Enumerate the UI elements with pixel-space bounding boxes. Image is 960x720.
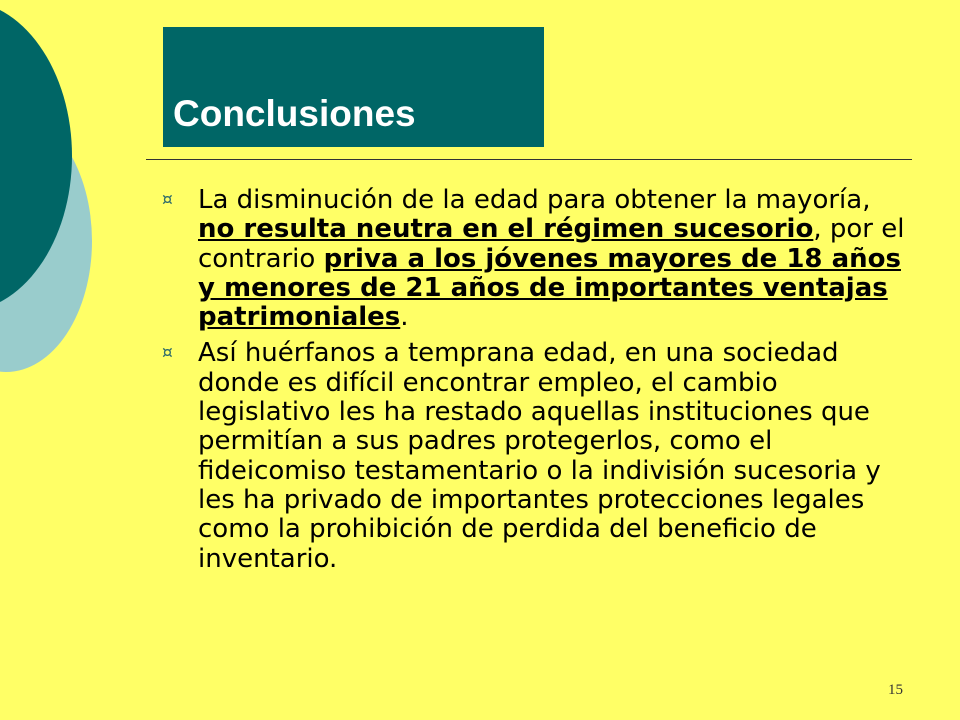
text-segment: La disminución de la edad para obtener la mayoría, — [198, 185, 871, 215]
text-segment: . — [400, 302, 409, 333]
bullet-marker-icon: ¤ — [162, 190, 173, 210]
emphasized-text-segment: priva a los jóvenes mayores de 18 años y menores de 21 años de importantes ventajas patrimoniales — [198, 243, 901, 333]
text-segment: , por el contrario — [198, 214, 905, 274]
emphasized-text-segment: no resulta neutra en el régimen sucesorio — [198, 214, 814, 245]
bullet-text — [198, 338, 881, 573]
title-box — [163, 27, 544, 147]
slide-title: Conclusiones — [173, 93, 416, 134]
page-number: 15 — [888, 682, 903, 698]
bullet-text — [198, 185, 904, 332]
bullet-list — [160, 186, 912, 581]
title-divider — [146, 159, 912, 160]
text-segment: Así huérfanos a temprana edad, en una sociedad donde es difícil encontrar empleo, el cambio legislativo les ha restado aquellas instituciones que permitían a sus padres protegerlos, como el fideicomiso testamentario o la indivisión sucesoria y les ha privado de importantes protecciones legales como la prohibición de perdida del beneficio de inventario. — [198, 338, 881, 574]
bullet-marker-icon: ¤ — [162, 343, 173, 364]
bullet-item — [160, 339, 912, 573]
bullet-item — [160, 186, 912, 332]
